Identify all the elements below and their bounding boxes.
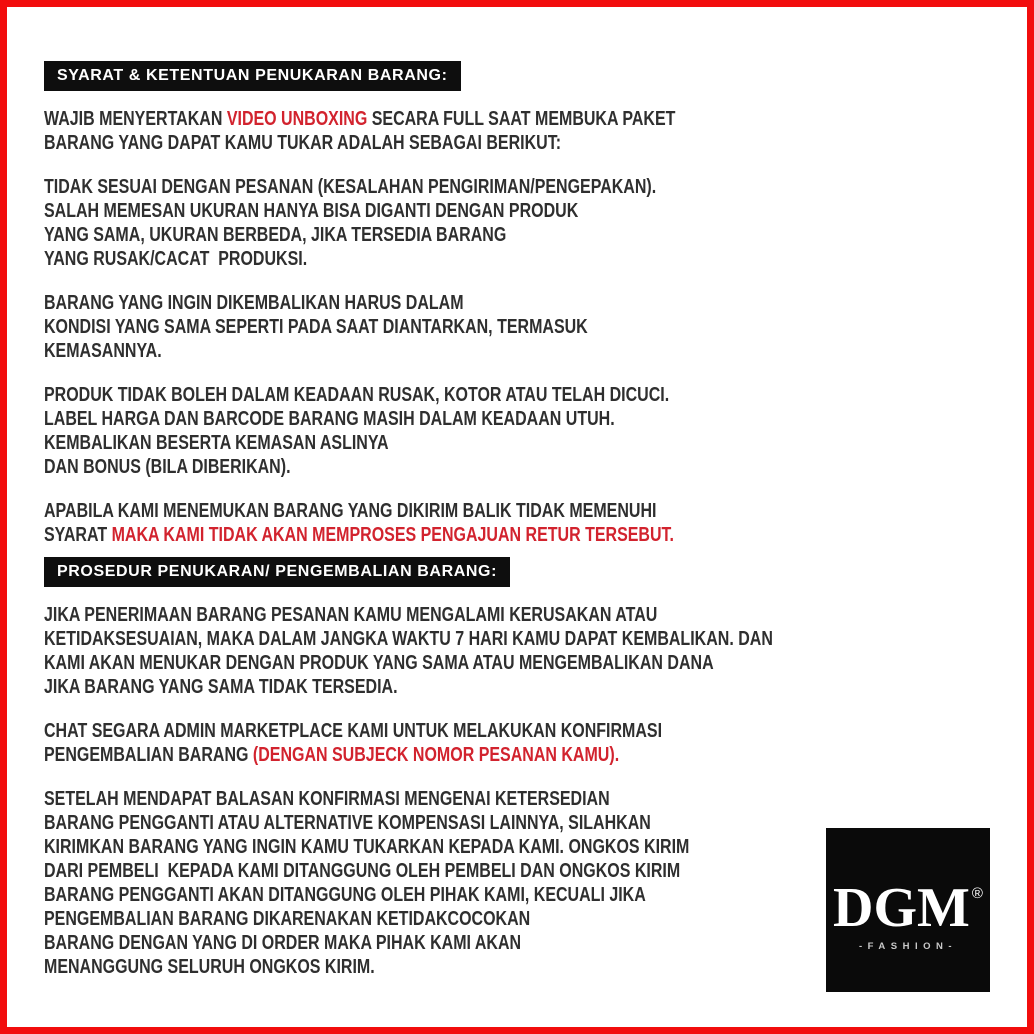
section-header-row xyxy=(44,557,955,603)
body-text: SYARAT xyxy=(44,524,112,546)
policy-text-content xyxy=(7,7,958,999)
red-highlight-text: VIDEO UNBOXING xyxy=(226,108,368,130)
body-text: BARANG DENGAN YANG DI ORDER MAKA PIHAK KAMI AKAN xyxy=(44,932,522,954)
registered-trademark-icon: ® xyxy=(971,884,983,902)
body-text: DAN BONUS (BILA DIBERIKAN). xyxy=(44,456,291,478)
body-text: SETELAH MENDAPAT BALASAN KONFIRMASI MENGENAI KETERSEDIAN xyxy=(44,788,610,810)
body-text: APABILA KAMI MENEMUKAN BARANG YANG DIKIRIM BALIK TIDAK MEMENUHI xyxy=(44,500,657,522)
terms-header: SYARAT & KETENTUAN PENUKARAN BARANG: xyxy=(44,61,461,91)
body-text: PENGEMBALIAN BARANG xyxy=(44,744,253,766)
body-text: JIKA BARANG YANG SAMA TIDAK TERSEDIA. xyxy=(44,676,398,698)
text-line xyxy=(44,199,773,223)
body-text: KEMASANNYA. xyxy=(44,340,162,362)
shipping-cost-terms xyxy=(44,787,773,979)
body-text: BARANG PENGGANTI ATAU ALTERNATIVE KOMPENSASI LAINNYA, SILAHKAN xyxy=(44,812,651,834)
text-line xyxy=(44,907,773,931)
body-text: YANG SAMA, UKURAN BERBEDA, JIKA TERSEDIA BARANG xyxy=(44,224,507,246)
text-line xyxy=(44,523,773,547)
body-text: PENGEMBALIAN BARANG DIKARENAKAN KETIDAKCOCOKAN xyxy=(44,908,531,930)
eligible-items xyxy=(44,175,773,271)
logo-brand-row xyxy=(833,869,983,939)
text-line xyxy=(44,291,773,315)
text-line xyxy=(44,247,773,271)
text-line xyxy=(44,175,773,199)
body-text: LABEL HARGA DAN BARCODE BARANG MASIH DALAM KEADAAN UTUH. xyxy=(44,408,615,430)
body-text: MENANGGUNG SELURUH ONGKOS KIRIM. xyxy=(44,956,375,978)
body-text: TIDAK SESUAI DENGAN PESANAN (KESALAHAN PENGIRIMAN/PENGEPAKAN). xyxy=(44,176,657,198)
body-text: SALAH MEMESAN UKURAN HANYA BISA DIGANTI DENGAN PRODUK xyxy=(44,200,579,222)
text-line xyxy=(44,719,773,743)
text-line xyxy=(44,675,773,699)
return-condition xyxy=(44,291,773,363)
body-text: SECARA FULL SAAT MEMBUKA PAKET xyxy=(367,108,676,130)
video-unboxing-rule xyxy=(44,107,773,155)
body-text: WAJIB MENYERTAKAN xyxy=(44,108,227,130)
body-text: KIRIMKAN BARANG YANG INGIN KAMU TUKARKAN KEPADA KAMI. ONGKOS KIRIM xyxy=(44,836,690,858)
body-text: KEMBALIKAN BESERTA KEMASAN ASLINYA xyxy=(44,432,389,454)
text-line xyxy=(44,455,773,479)
product-condition xyxy=(44,383,773,479)
logo-brand-text: DGM xyxy=(833,876,970,939)
text-line xyxy=(44,407,773,431)
text-line xyxy=(44,499,773,523)
text-line xyxy=(44,339,773,363)
chat-admin-confirmation xyxy=(44,719,773,767)
text-line xyxy=(44,383,773,407)
text-line xyxy=(44,859,773,883)
red-highlight-text: (DENGAN SUBJECK NOMOR PESANAN KAMU). xyxy=(252,744,620,766)
text-line xyxy=(44,883,773,907)
non-compliance-warning xyxy=(44,499,773,547)
text-line xyxy=(44,743,773,767)
text-line xyxy=(44,603,773,627)
text-line xyxy=(44,811,773,835)
text-line xyxy=(44,627,773,651)
text-line xyxy=(44,787,773,811)
body-text: KAMI AKAN MENUKAR DENGAN PRODUK YANG SAMA ATAU MENGEMBALIKAN DANA xyxy=(44,652,714,674)
body-text: DARI PEMBELI KEPADA KAMI DITANGGUNG OLEH PEMBELI DAN ONGKOS KIRIM xyxy=(44,860,681,882)
text-line xyxy=(44,131,773,155)
text-line xyxy=(44,315,773,339)
text-line xyxy=(44,835,773,859)
text-line xyxy=(44,931,773,955)
body-text: YANG RUSAK/CACAT PRODUKSI. xyxy=(44,248,308,270)
body-text: CHAT SEGARA ADMIN MARKETPLACE KAMI UNTUK MELAKUKAN KONFIRMASI xyxy=(44,720,663,742)
body-text: BARANG YANG DAPAT KAMU TUKAR ADALAH SEBAGAI BERIKUT: xyxy=(44,132,562,154)
text-line xyxy=(44,955,773,979)
body-text: KONDISI YANG SAMA SEPERTI PADA SAAT DIANTARKAN, TERMASUK xyxy=(44,316,588,338)
body-text: BARANG PENGGANTI AKAN DITANGGUNG OLEH PIHAK KAMI, KECUALI JIKA xyxy=(44,884,646,906)
text-line xyxy=(44,651,773,675)
text-line xyxy=(44,223,773,247)
body-text: BARANG YANG INGIN DIKEMBALIKAN HARUS DALAM xyxy=(44,292,464,314)
procedure-header: PROSEDUR PENUKARAN/ PENGEMBALIAN BARANG: xyxy=(44,557,510,587)
body-text: JIKA PENERIMAAN BARANG PESANAN KAMU MENGALAMI KERUSAKAN ATAU xyxy=(44,604,658,626)
dgm-fashion-logo xyxy=(826,828,990,992)
body-text: KETIDAKSESUAIAN, MAKA DALAM JANGKA WAKTU 7 HARI KAMU DAPAT KEMBALIKAN. DAN xyxy=(44,628,773,650)
body-text: PRODUK TIDAK BOLEH DALAM KEADAAN RUSAK, KOTOR ATAU TELAH DICUCI. xyxy=(44,384,670,406)
seven-day-window xyxy=(44,603,773,699)
text-line xyxy=(44,107,773,131)
section-header-row xyxy=(44,61,955,107)
text-line xyxy=(44,431,773,455)
red-highlight-text: MAKA KAMI TIDAK AKAN MEMPROSES PENGAJUAN RETUR TERSEBUT. xyxy=(111,524,674,546)
logo-subtitle: -FASHION- xyxy=(858,940,958,952)
